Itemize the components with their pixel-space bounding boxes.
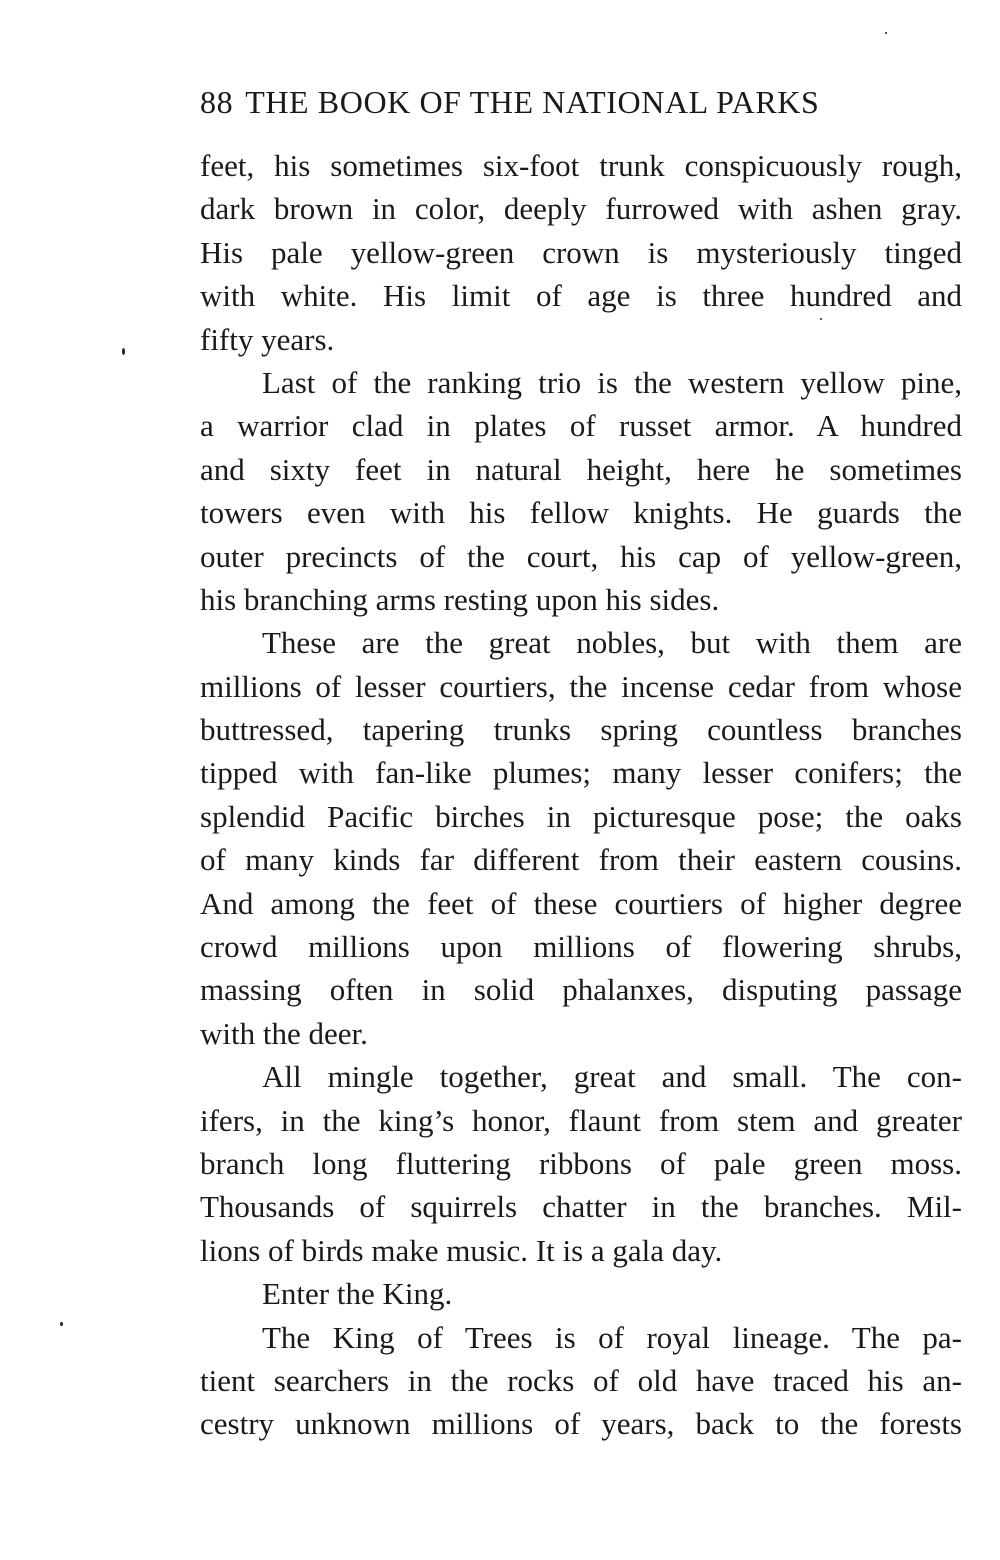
- text-line: splendid Pacific birches in picturesque pose; the oaks: [200, 798, 962, 834]
- text-line: cestry unknown millions of years, back to the forests: [200, 1406, 962, 1442]
- text-line: feet, his sometimes six-foot trunk conspicuously rough,: [200, 148, 962, 183]
- text-line: a warrior clad in plates of russet armor. A hundred: [200, 408, 962, 444]
- text-line: The King of Trees is of royal lineage. The pa-: [262, 1319, 962, 1355]
- text-line: Last of the ranking trio is the western yellow pine,: [262, 364, 962, 400]
- text-line: branch long fluttering ribbons of pale green moss.: [200, 1145, 962, 1181]
- text-line: ifers, in the king’s honor, flaunt from stem and greater: [200, 1102, 962, 1138]
- body-text: [200, 144, 962, 1446]
- text-line: lions of birds make music. It is a gala day.: [200, 1232, 723, 1268]
- text-line: And among the feet of these courtiers of higher degree: [200, 885, 962, 921]
- text-line: buttressed, tapering trunks spring countless branches: [200, 712, 962, 748]
- scan-speck: [820, 318, 822, 320]
- scan-speck: [122, 348, 125, 355]
- text-line: of many kinds far different from their eastern cousins.: [200, 842, 962, 878]
- text-line: with white. His limit of age is three hundred and: [200, 278, 962, 314]
- text-line: Thousands of squirrels chatter in the branches. Mil-: [200, 1189, 962, 1225]
- text-line: All mingle together, great and small. The con-: [262, 1059, 962, 1095]
- running-title: THE BOOK OF THE NATIONAL PARKS: [245, 84, 820, 120]
- scan-speck: [60, 1322, 63, 1326]
- text-line: crowd millions upon millions of flowering shrubs,: [200, 929, 962, 965]
- text-line: towers even with his fellow knights. He guards the: [200, 495, 962, 531]
- page-number: 88: [200, 84, 234, 120]
- text-line: Enter the King.: [262, 1276, 453, 1312]
- text-line: and sixty feet in natural height, here he sometimes: [200, 451, 962, 487]
- running-head: [200, 82, 962, 122]
- text-line: massing often in solid phalanxes, disputing passage: [200, 972, 962, 1008]
- text-line: His pale yellow-green crown is mysteriously tinged: [200, 234, 962, 270]
- text-line: his branching arms resting upon his sides.: [200, 581, 720, 617]
- scan-speck: [885, 32, 887, 34]
- text-line: fifty years.: [200, 321, 335, 357]
- text-line: with the deer.: [200, 1015, 368, 1051]
- text-line: dark brown in color, deeply furrowed with ashen gray.: [200, 191, 962, 227]
- text-line: These are the great nobles, but with them are: [262, 625, 962, 661]
- text-line: outer precincts of the court, his cap of yellow-green,: [200, 538, 962, 574]
- text-line: tipped with fan-like plumes; many lesser conifers; the: [200, 755, 962, 791]
- text-line: millions of lesser courtiers, the incense cedar from whose: [200, 668, 962, 704]
- text-line: tient searchers in the rocks of old have traced his an-: [200, 1362, 962, 1398]
